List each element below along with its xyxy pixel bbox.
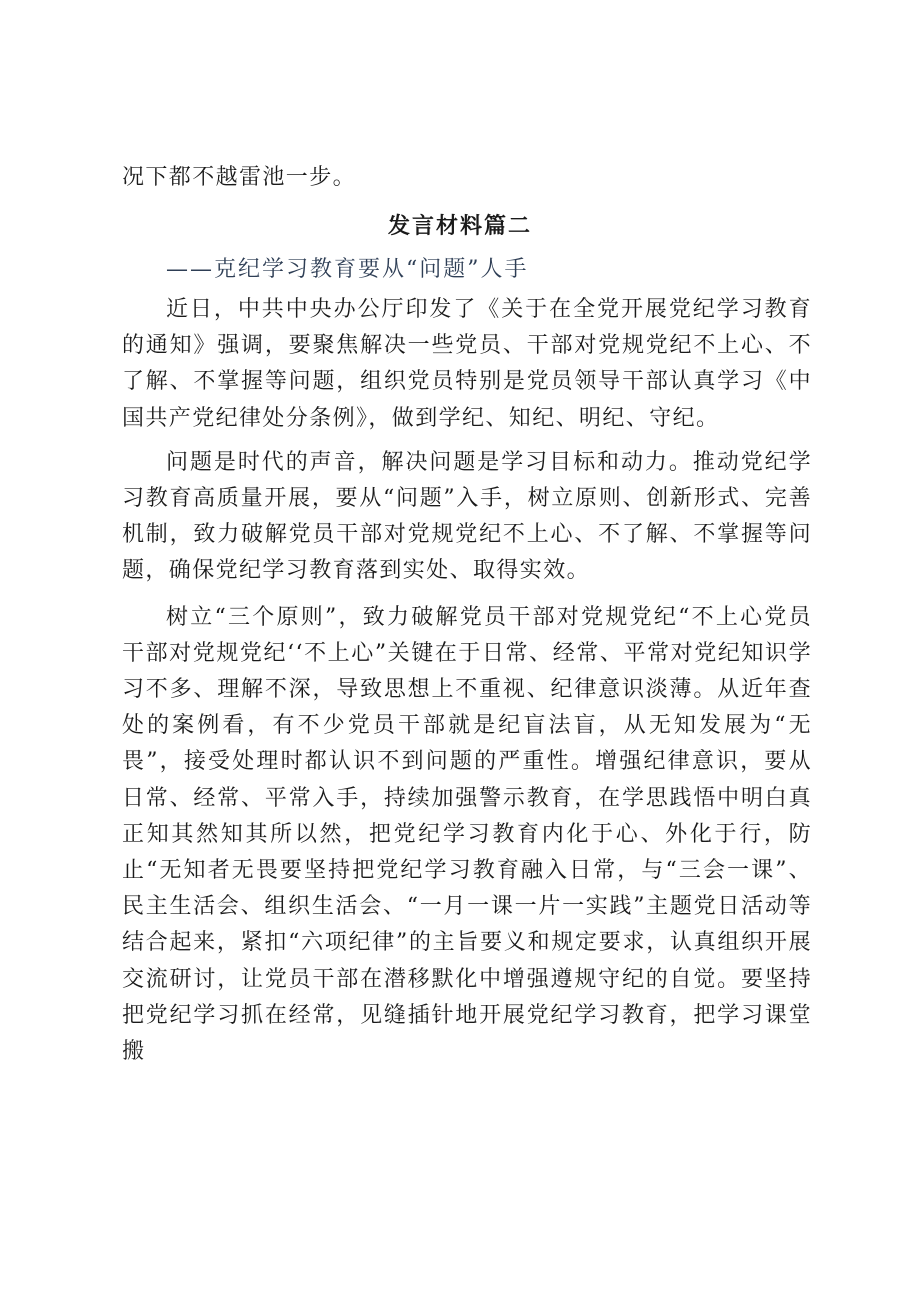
- continuation-text: 况下都不越雷池一步。: [122, 165, 357, 190]
- paragraph-2: 问题是时代的声音，解决问题是学习目标和动力。推动党纪学习教育高质量开展，要从“问题”入手，树立原则、创新形式、完善机制，致力破解党员干部对党规党纪不上心、不了解、不掌握等问题，确保党纪学习教育落到实处、取得实效。: [122, 449, 812, 584]
- paragraph-3: 树立“三个原则”，致力破解党员干部对党规党纪“不上心党员干部对党规党纪‘‘不上心”关键在于日常、经常、平常对党纪知识学习不多、理解不深，导致思想上不重视、纪律意识淡薄。从近年查处的案例看，有不少党员干部就是纪盲法盲，从无知发展为“无畏”，接受处理时都认识不到问题的严重性。增强纪律意识，要从日常、经常、平常入手，持续加强警示教育，在学思践悟中明白真正知其然知其所以然，把党纪学习教育内化于心、外化于行，防止“无知者无畏要坚持把党纪学习教育融入日常，与“三会一课”、民主生活会、组织生活会、“一月一课一片一实践”主题党日活动等结合起来，紧扣“六项纪律”的主旨要义和规定要求，认真组织开展交流研讨，让党员干部在潜移默化中增强遵规守纪的自觉。要坚持把党纪学习抓在经常，见缝插针地开展党纪学习教育，把学习课堂搬: [122, 604, 812, 1065]
- section-subtitle: ——克纪学习教育要从“问题”人手: [166, 257, 529, 282]
- body-text: [122, 292, 812, 1082]
- paragraph-1: 近日，中共中央办公厅印发了《关于在全党开展党纪学习教育的通知》强调，要聚焦解决一些党员、干部对党规党纪不上心、不了解、不掌握等问题，组织党员特别是党员领导干部认真学习《中国共产党纪律处分条例》，做到学纪、知纪、明纪、守纪。: [122, 297, 812, 431]
- section-title: 发言材料篇二: [387, 213, 532, 239]
